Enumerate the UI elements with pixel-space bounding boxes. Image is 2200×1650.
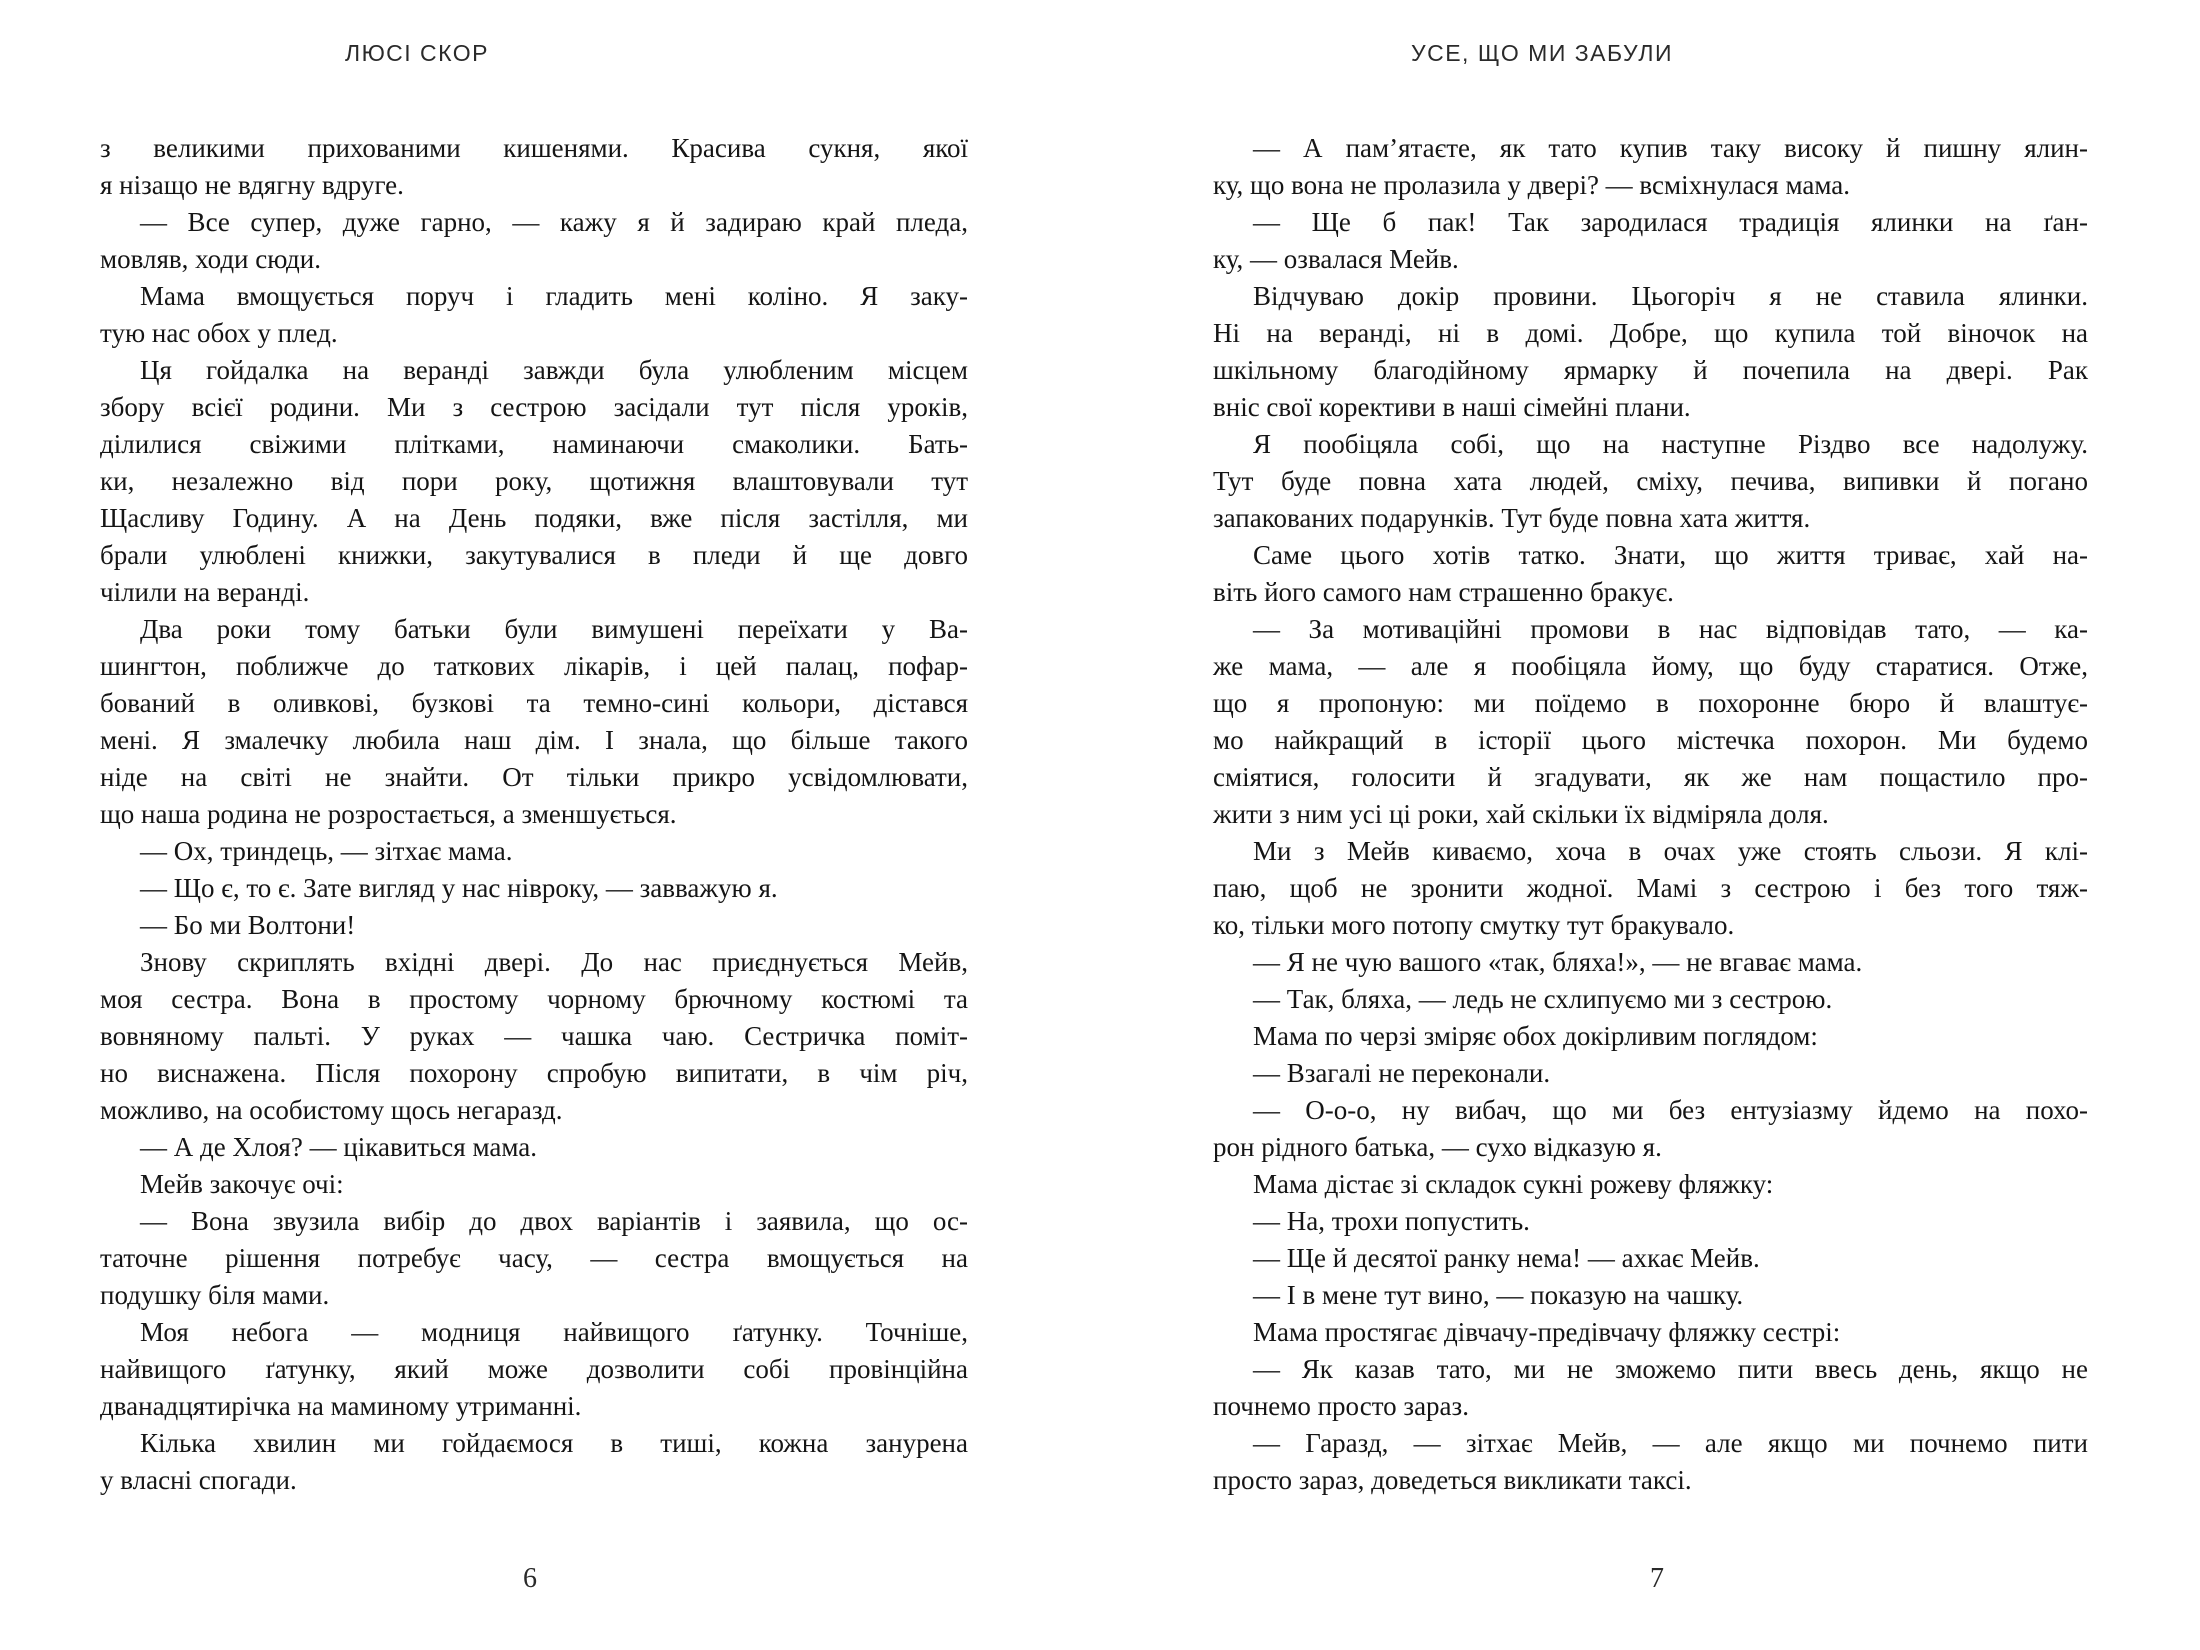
text-line: Мама простягає дівчачу-предівчачу фляжку сестрі: (1253, 1317, 1841, 1347)
text-line: ділилися свіжими плітками, наминаючи смаколики. Бать- (100, 429, 968, 459)
page-body-left (100, 130, 968, 1499)
text-line: сміятися, голосити й згадувати, як же нам пощастило про- (1213, 762, 2088, 792)
text-line: — Все супер, дуже гарно, — кажу я й задираю край пледа, (140, 207, 968, 237)
text-line: — На, трохи попустить. (1253, 1206, 1530, 1236)
text-line: — Так, бляха, — ледь не схлипуємо ми з сестрою. (1253, 984, 1833, 1014)
text-line: ко, тільки мого потопу смутку тут бракувало. (1213, 910, 1735, 940)
text-line: дванадцятирічка на маминому утриманні. (100, 1391, 582, 1421)
text-line: — Ох, триндець, — зітхає мама. (140, 836, 513, 866)
running-head-book-title: УСЕ, ЩО МИ ЗАБУЛИ (1410, 40, 1674, 66)
text-line: ку, що вона не пролазила у двері? — всміхнулася мама. (1213, 170, 1850, 200)
text-line: бований в оливкові, бузкові та темно-сині кольори, дістався (100, 688, 968, 718)
text-line: таточне рішення потребує часу, — сестра вмощується на (100, 1243, 968, 1273)
text-line: запакованих подарунків. Тут буде повна хата життя. (1213, 503, 1811, 533)
text-line: у власні спогади. (100, 1465, 297, 1495)
text-line: — Я не чую вашого «так, бляха!», — не вгаває мама. (1253, 947, 1863, 977)
text-line: — А де Хлоя? — цікавиться мама. (140, 1132, 537, 1162)
text-line: рон рідного батька, — сухо відказую я. (1213, 1132, 1662, 1162)
text-line: тую нас обох у плед. (100, 318, 338, 348)
text-line: но виснажена. Після похорону спробую випитати, в чім річ, (100, 1058, 968, 1088)
text-line: мовляв, ходи сюди. (100, 244, 321, 274)
text-line: Ні на веранді, ні в домі. Добре, що купила той віночок на (1213, 318, 2088, 348)
text-line: чілили на веранді. (100, 577, 310, 607)
text-line: можливо, на особистому щось негаразд. (100, 1095, 563, 1125)
text-line: Щасливу Годину. А на День подяки, вже після застілля, ми (100, 503, 968, 533)
text-line: Мейв закочує очі: (140, 1169, 344, 1199)
text-line: Ми з Мейв киваємо, хоча в очах уже стоять сльози. Я клі- (1253, 836, 2088, 866)
text-line: мені. Я змалечку любила наш дім. І знала, що більше такого (100, 725, 968, 755)
text-line: Відчуваю докір провини. Цьогоріч я не ставила ялинки. (1253, 281, 2088, 311)
text-line: ку, — озвалася Мейв. (1213, 244, 1459, 274)
text-line: моя сестра. Вона в простому чорному брючному костюмі та (100, 984, 968, 1014)
text-line: ніде на світі не знайти. От тільки прикро усвідомлювати, (100, 762, 968, 792)
text-line: Мама дістає зі складок сукні рожеву фляжку: (1253, 1169, 1774, 1199)
text-line: — Що є, то є. Зате вигляд у нас нівроку, — завважую я. (140, 873, 778, 903)
text-line: — Взагалі не переконали. (1253, 1058, 1551, 1088)
text-line: жити з ним усі ці роки, хай скільки їх відміряла доля. (1213, 799, 1829, 829)
text-line: збору всієї родини. Ми з сестрою засідали тут після уроків, (100, 392, 968, 422)
text-line: найвищого ґатунку, який може дозволити собі провінційна (100, 1354, 968, 1384)
text-line: вовняному пальті. У руках — чашка чаю. Сестричка поміт- (100, 1021, 968, 1051)
text-line: що наша родина не розростається, а зменшується. (100, 799, 677, 829)
text-line: — Ще б пак! Так зародилася традиція ялинки на ґан- (1253, 207, 2088, 237)
text-line: — І в мене тут вино, — показую на чашку. (1253, 1280, 1744, 1310)
page-number-right: 7 (1650, 1563, 1664, 1594)
text-line: що я пропоную: ми поїдемо в похоронне бюро й влаштує- (1213, 688, 2088, 718)
text-line: Мама по черзі зміряє обох докірливим поглядом: (1253, 1021, 1818, 1051)
text-line: подушку біля мами. (100, 1280, 330, 1310)
text-line: почнемо просто зараз. (1213, 1391, 1469, 1421)
text-line: Я пообіцяла собі, що на наступне Різдво все надолужу. (1253, 429, 2088, 459)
text-line: мо найкращий в історії цього містечка похорон. Ми будемо (1213, 725, 2088, 755)
text-line: — Вона звузила вибір до двох варіантів і заявила, що ос- (140, 1206, 968, 1236)
text-line: Знову скриплять вхідні двері. До нас приєднується Мейв, (140, 947, 968, 977)
text-line: — Ще й десятої ранку нема! — ахкає Мейв. (1253, 1243, 1760, 1273)
text-line: шкільному благодійному ярмарку й почепила на двері. Рак (1213, 355, 2088, 385)
text-line: — Як казав тато, ми не зможемо пити ввесь день, якщо не (1253, 1354, 2088, 1384)
text-line: — За мотиваційні промови в нас відповідав тато, — ка- (1253, 614, 2088, 644)
text-line: шингтон, поближче до таткових лікарів, і цей палац, пофар- (100, 651, 968, 681)
text-line: Тут буде повна хата людей, сміху, печива, випивки й погано (1213, 466, 2088, 496)
text-line: паю, щоб не зронити жодної. Мамі з сестрою і без того тяж- (1213, 873, 2088, 903)
text-line: Мама вмощується поруч і гладить мені коліно. Я заку- (140, 281, 968, 311)
text-line: — О-о-о, ну вибач, що ми без ентузіазму йдемо на похо- (1253, 1095, 2088, 1125)
text-line: я нізащо не вдягну вдруге. (100, 170, 404, 200)
text-line: — А пам’ятаєте, як тато купив таку високу й пишну ялин- (1253, 133, 2088, 163)
text-line: — Бо ми Волтони! (140, 910, 356, 940)
page-body-right (1213, 130, 2088, 1499)
text-line: вніс свої корективи в наші сімейні плани. (1213, 392, 1691, 422)
text-line: брали улюблені книжки, закутувалися в пледи й ще довго (100, 540, 968, 570)
text-line: — Гаразд, — зітхає Мейв, — але якщо ми почнемо пити (1253, 1428, 2088, 1458)
text-line: Саме цього хотів татко. Знати, що життя триває, хай на- (1253, 540, 2088, 570)
text-line: просто зараз, доведеться викликати таксі. (1213, 1465, 1692, 1495)
text-line: з великими прихованими кишенями. Красива сукня, якої (100, 133, 968, 163)
text-line: віть його самого нам страшенно бракує. (1213, 577, 1674, 607)
text-line: Ця гойдалка на веранді завжди була улюбленим місцем (140, 355, 968, 385)
text-line: ки, незалежно від пори року, щотижня влаштовували тут (100, 466, 968, 496)
text-line: Два роки тому батьки були вимушені переїхати у Ва- (140, 614, 968, 644)
text-line: Моя небога — модниця найвищого ґатунку. Точніше, (140, 1317, 968, 1347)
page-number-left: 6 (523, 1563, 537, 1594)
text-line: же мама, — але я пообіцяла йому, що буду старатися. Отже, (1213, 651, 2088, 681)
text-line: Кілька хвилин ми гойдаємося в тиші, кожна занурена (140, 1428, 968, 1458)
running-head-author: ЛЮСІ СКОР (345, 40, 489, 66)
